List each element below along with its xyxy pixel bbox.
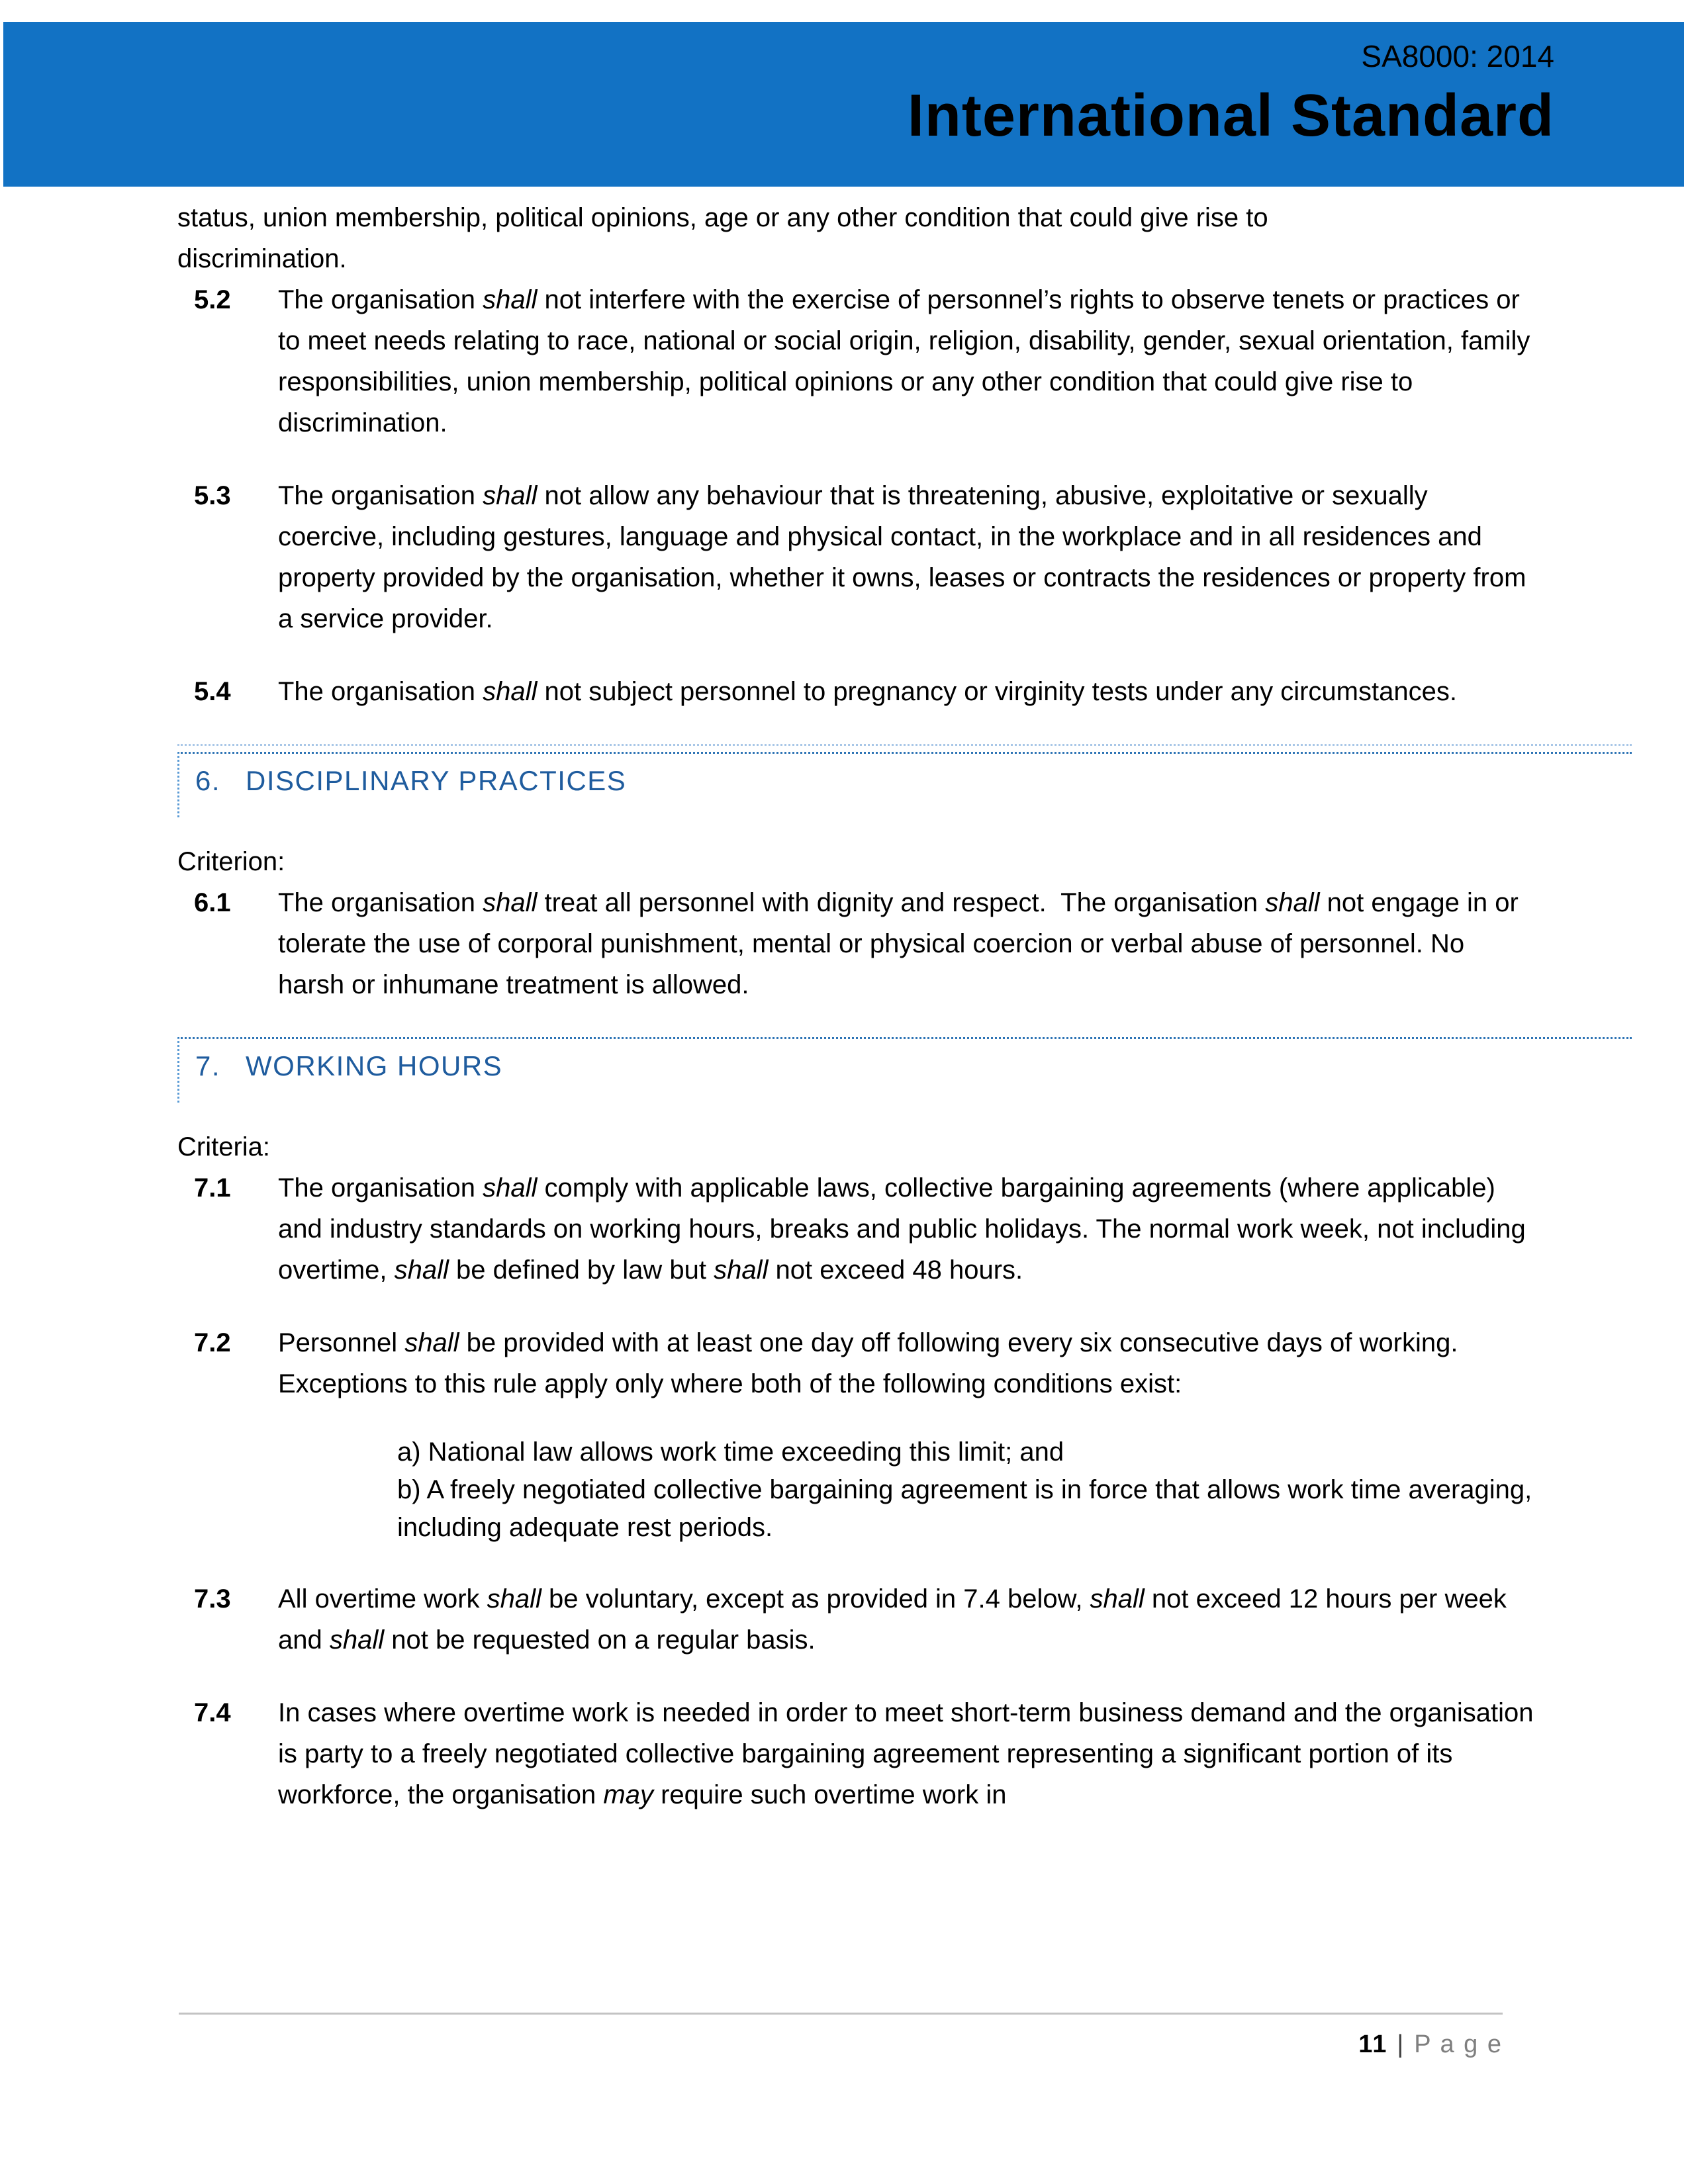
section-heading	[177, 1037, 1632, 1103]
clause-5.2	[177, 279, 1542, 443]
page-footer	[179, 2030, 1503, 2059]
clause-body	[278, 882, 1536, 1005]
text-run: The organisation	[278, 1173, 483, 1203]
sub-item	[397, 1433, 1542, 1471]
clause-number: 7.4	[194, 1698, 231, 1727]
text-run: The organisation	[278, 285, 483, 314]
clause-number: 5.2	[194, 285, 231, 314]
clause-5.4	[177, 671, 1542, 712]
clause-7.1	[177, 1167, 1542, 1291]
clause-body	[278, 475, 1536, 639]
clause-number: 5.3	[194, 481, 231, 510]
clause-body	[278, 1578, 1536, 1661]
text-run: comply with applicable laws, collective bargaining agreements (where applicable) and industry standards on working hours, breaks and public holidays. The normal work week, not including overtime,	[278, 1173, 1526, 1285]
emphasized-term: may	[603, 1780, 653, 1809]
footer-rule	[179, 2013, 1503, 2015]
clause-body	[278, 279, 1536, 443]
text-run: All overtime work	[278, 1584, 487, 1614]
header-banner	[3, 22, 1684, 187]
text-run: not allow any behaviour that is threatening, abusive, exploitative or sexually coercive, including gestures, language and physical contact, in the workplace and in all residences and property provided by the organisation, whether it owns, leases or contracts the residences or property from a service provider.	[278, 481, 1526, 633]
text-run: not subject personnel to pregnancy or virginity tests under any circumstances.	[537, 677, 1457, 706]
clause-7.2	[177, 1322, 1542, 1404]
emphasized-term: shall	[714, 1255, 769, 1285]
text-run: not exceed 48 hours.	[768, 1255, 1023, 1285]
doc-code: SA8000: 2014	[1361, 39, 1554, 73]
clause-7.3	[177, 1578, 1542, 1661]
clause-number: 7.1	[194, 1173, 231, 1203]
section-number: 6.	[195, 765, 221, 796]
emphasized-term: shall	[329, 1625, 385, 1655]
emphasized-term: shall	[1265, 888, 1320, 917]
clause-7.4	[177, 1692, 1542, 1815]
clause-number: 6.1	[194, 888, 231, 917]
text-run: not exceed 12 hours per week and	[278, 1584, 1507, 1655]
emphasized-term: shall	[487, 1584, 541, 1614]
section-pre-rule	[177, 744, 1632, 746]
text-run: not engage in or tolerate the use of corporal punishment, mental or physical coercion or verbal abuse of personnel. No harsh or inhumane treatment is allowed.	[278, 888, 1519, 999]
section-title: DISCIPLINARY PRACTICES	[246, 765, 627, 796]
document-body	[177, 197, 1542, 1847]
clause-body	[278, 1692, 1536, 1815]
emphasized-term: shall	[1090, 1584, 1145, 1614]
text-run: status, union membership, political opinions, age or any other condition that could give rise to discrimination.	[177, 203, 1268, 273]
emphasized-term: shall	[483, 888, 538, 917]
text-run: treat all personnel with dignity and respect. The organisation	[537, 888, 1266, 917]
emphasized-term: shall	[394, 1255, 449, 1285]
text-run: not be requested on a regular basis.	[384, 1625, 816, 1655]
section-heading	[177, 752, 1632, 817]
text-run: be defined by law but	[448, 1255, 714, 1285]
text-run: be voluntary, except as provided in 7.4 below,	[541, 1584, 1090, 1614]
criteria-label: Criterion:	[177, 847, 285, 876]
doc-title: International Standard	[907, 83, 1554, 149]
text-run: require such overtime work in	[653, 1780, 1007, 1809]
clause-5.3	[177, 475, 1542, 639]
section-title: WORKING HOURS	[246, 1050, 503, 1081]
clause-6.1	[177, 882, 1542, 1005]
emphasized-term: shall	[483, 677, 538, 706]
continuation-paragraph	[177, 197, 1435, 279]
emphasized-term: shall	[483, 1173, 538, 1203]
text-run: be provided with at least one day off following every six consecutive days of working. Exceptions to this rule apply only where both of the following conditions exist:	[278, 1328, 1458, 1398]
sub-item-list	[397, 1433, 1542, 1547]
criteria-label: Criteria:	[177, 1132, 271, 1161]
section-number: 7.	[195, 1050, 221, 1081]
text-run: not interfere with the exercise of personnel’s rights to observe tenets or practices or to meet needs relating to race, national or social origin, religion, disability, gender, sexual orientation, family responsibilities, union membership, political opinions or any other condition that could give rise to discrimination.	[278, 285, 1530, 437]
text-run: The organisation	[278, 481, 483, 510]
emphasized-term: shall	[483, 481, 538, 510]
text-run: The organisation	[278, 677, 483, 706]
text-run: a) National law allows work time exceeding this limit; and	[397, 1437, 1064, 1467]
text-run: Personnel	[278, 1328, 405, 1357]
clause-body	[278, 1322, 1536, 1404]
emphasized-term: shall	[483, 285, 538, 314]
clause-number: 7.3	[194, 1584, 231, 1614]
clause-body	[278, 1167, 1536, 1291]
clause-number: 7.2	[194, 1328, 231, 1357]
text-run: b) A freely negotiated collective bargaining agreement is in force that allows work time averaging, including adequate rest periods.	[397, 1475, 1532, 1542]
emphasized-term: shall	[404, 1328, 459, 1357]
footer-separator: |	[1397, 2030, 1405, 2058]
sub-item	[397, 1471, 1542, 1547]
text-run: In cases where overtime work is needed in order to meet short-term business demand and the organisation is party to a freely negotiated collective bargaining agreement representing a significant portion of its workforce, the organisation	[278, 1698, 1534, 1809]
text-run: The organisation	[278, 888, 483, 917]
page-label: P a g e	[1414, 2030, 1503, 2058]
clause-body	[278, 671, 1536, 712]
clause-number: 5.4	[194, 677, 231, 706]
page-number: 11	[1358, 2030, 1388, 2058]
